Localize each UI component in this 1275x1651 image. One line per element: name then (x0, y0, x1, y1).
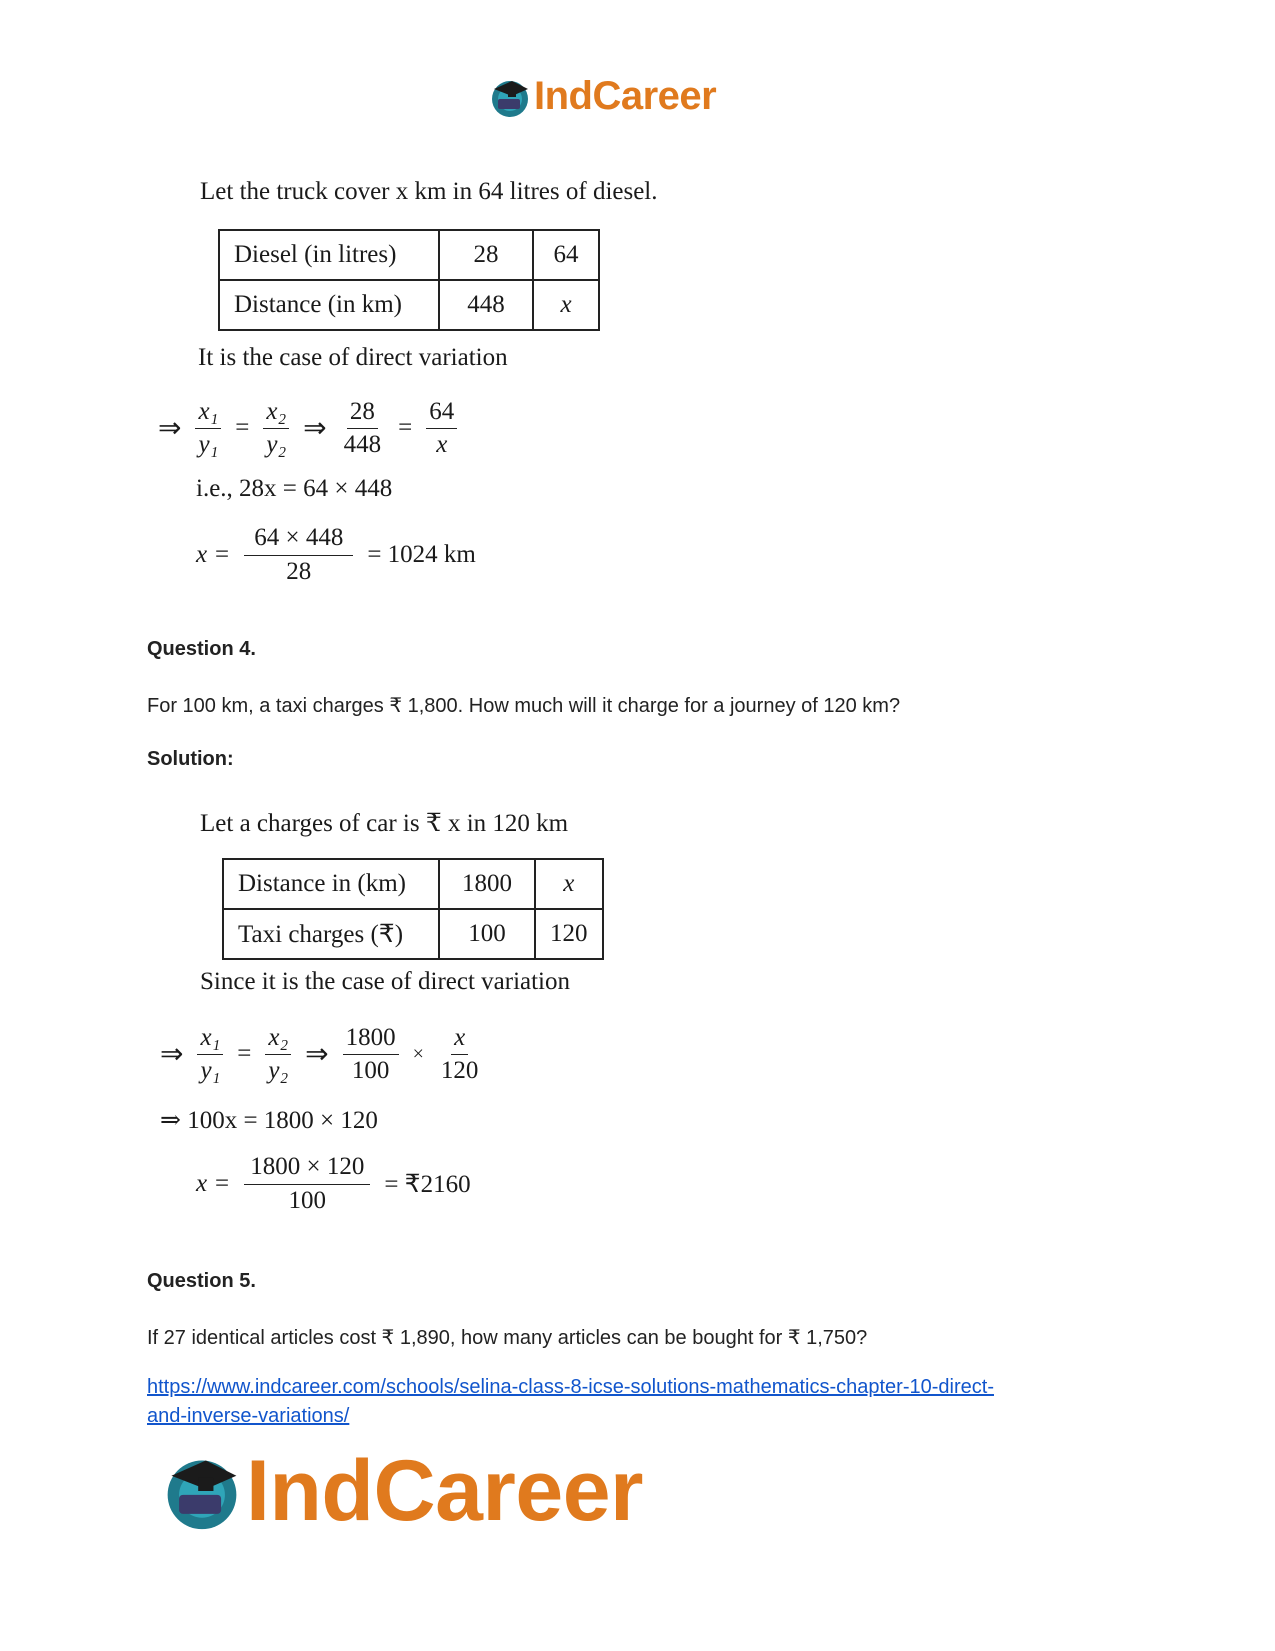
fraction: $\frac{64}{x}$ (426, 398, 457, 458)
source-link[interactable] (147, 1373, 1147, 1431)
header-logo (488, 74, 716, 119)
table-cell: 28 (439, 230, 533, 280)
table-row (223, 909, 603, 959)
block1-intro: Let the truck cover x km in 64 litres of diesel. (200, 178, 658, 205)
table-cell: Diesel (in litres) (219, 230, 439, 280)
question-5-text: If 27 identical articles cost ₹ 1,890, how many articles can be bought for ₹ 1,750? (147, 1327, 868, 1349)
fraction: $\frac{\text{x₂}}{\text{y₂}}$ (265, 1024, 291, 1084)
fraction: $\frac{1800}{100}$ (343, 1024, 399, 1084)
block1-note: It is the case of direct variation (198, 344, 508, 371)
table-row (223, 859, 603, 909)
fraction: $\frac{\text{x₁}}{\text{y₁}}$ (195, 398, 221, 458)
block1-table (218, 229, 600, 331)
block2-ratio-equation: ⇒ $\frac{\text{x₁}}{\text{y₁}}$ = $\frac{\text{x₂}}{\text{y₂}}$ ⇒ $\frac{1800}{100}$ × $\frac{x}{120}$ (160, 1024, 481, 1084)
table-row (219, 280, 599, 330)
graduation-globe-icon (488, 75, 532, 119)
block1-result: x = $\frac{64 \times 448}{28}$ = 1024 km (196, 524, 476, 585)
table-cell: 64 (533, 230, 599, 280)
question-5-heading: Question 5. (147, 1270, 256, 1292)
block2-table (222, 858, 604, 960)
block1-ratio-equation: ⇒ $\frac{\text{x₁}}{\text{y₁}}$ = $\frac{\text{x₂}}{\text{y₂}}$ ⇒ $\frac{28}{448}$ = $\frac{64}{x}$ (158, 398, 457, 458)
table-cell: 1800 (439, 859, 535, 909)
fraction: $\frac{\text{x₁}}{\text{y₁}}$ (197, 1024, 223, 1084)
source-link-line-2[interactable]: and-inverse-variations/ (147, 1405, 350, 1427)
implies-symbol: ⇒ (303, 413, 327, 444)
table-cell: x (535, 859, 603, 909)
fraction: $\frac{1800 \times 120}{100}$ (244, 1153, 370, 1214)
fraction: $\frac{64 \times 448}{28}$ (244, 524, 353, 585)
block2-intro: Let a charges of car is ₹ x in 120 km (200, 810, 569, 837)
implies-symbol: ⇒ (158, 413, 182, 444)
table-cell: Taxi charges (₹) (223, 909, 439, 959)
table-row (219, 230, 599, 280)
fraction: $\frac{28}{448}$ (343, 398, 382, 458)
question-4-heading: Question 4. (147, 638, 256, 660)
table-cell: x (533, 280, 599, 330)
block2-note: Since it is the case of direct variation (200, 968, 571, 995)
block2-result: x = $\frac{1800 \times 120}{100}$ = ₹2160 (196, 1153, 471, 1214)
block2-step2: ⇒ 100x = 1800 × 120 (160, 1107, 378, 1134)
brand-name: IndCareer (534, 74, 717, 118)
table-cell: 100 (439, 909, 535, 959)
graduation-globe-icon (160, 1449, 244, 1533)
block1-step2: i.e., 28x = 64 × 448 (196, 475, 393, 502)
brand-name: IndCareer (246, 1443, 643, 1539)
implies-symbol: ⇒ (160, 1039, 184, 1070)
fraction: $\frac{\text{x₂}}{\text{y₂}}$ (263, 398, 289, 458)
implies-symbol: ⇒ (305, 1039, 329, 1070)
source-link-line-1[interactable]: https://www.indcareer.com/schools/selina-class-8-icse-solutions-mathematics-chapter-10-direct- (147, 1376, 994, 1398)
question-4-text: For 100 km, a taxi charges ₹ 1,800. How much will it charge for a journey of 120 km? (147, 695, 901, 717)
table-cell: 120 (535, 909, 603, 959)
table-cell: Distance in (km) (223, 859, 439, 909)
fraction: $\frac{x}{120}$ (440, 1024, 479, 1084)
footer-logo (160, 1443, 643, 1539)
solution-label: Solution: (147, 748, 234, 770)
table-cell: 448 (439, 280, 533, 330)
table-cell: Distance (in km) (219, 280, 439, 330)
